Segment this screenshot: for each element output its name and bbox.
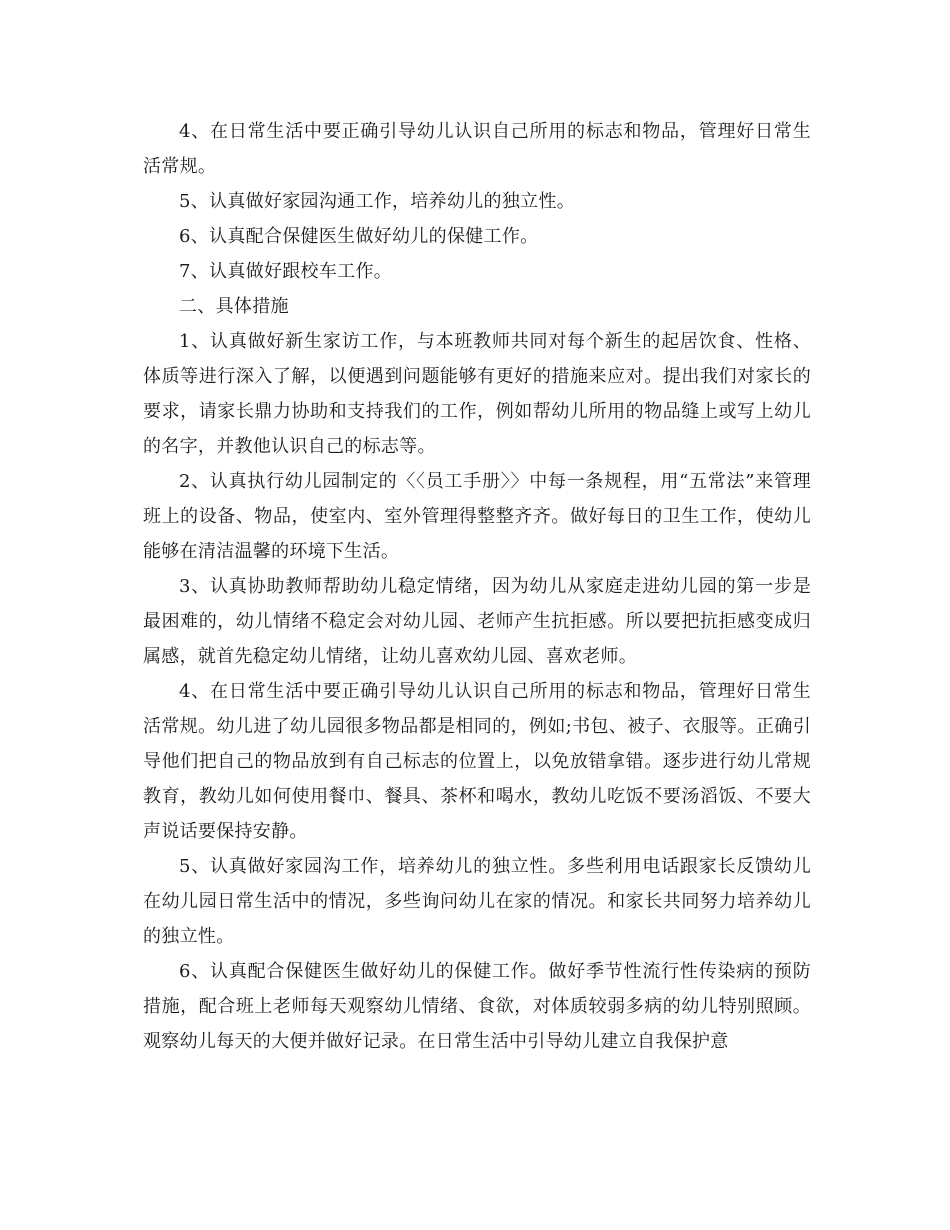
- paragraph-goal-4: 4、在日常生活中要正确引导幼儿认识自己所用的标志和物品，管理好日常生活常规。: [143, 121, 811, 177]
- section-heading-measures: 二、具体措施: [179, 296, 289, 317]
- paragraph-goal-6: 6、认真配合保健医生做好幼儿的保健工作。: [179, 226, 539, 247]
- paragraph-measure-6: 6、认真配合保健医生做好幼儿的保健工作。做好季节性流行性传染病的预防措施，配合班上老师每天观察幼儿情绪、食欲，对体质较弱多病的幼儿特别照顾。观察幼儿每天的大便并做好记录。在日常生活中引导幼儿建立自我保护意: [143, 961, 811, 1052]
- paragraph-measure-3: 3、认真协助教师帮助幼儿稳定情绪，因为幼儿从家庭走进幼儿园的第一步是最困难的，幼儿情绪不稳定会对幼儿园、老师产生抗拒感。所以要把抗拒感变成归属感，就首先稳定幼儿情绪，让幼儿喜欢幼儿园、喜欢老师。: [143, 576, 811, 667]
- paragraph-measure-4: 4、在日常生活中要正确引导幼儿认识自己所用的标志和物品，管理好日常生活常规。幼儿进了幼儿园很多物品都是相同的，例如;书包、被子、衣服等。正确引导他们把自己的物品放到有自己标志的位置上，以免放错拿错。逐步进行幼儿常规教育，教幼儿如何使用餐巾、餐具、茶杯和喝水，教幼儿吃饭不要汤滔饭、不要大声说话要保持安静。: [143, 681, 811, 842]
- document-body: [143, 114, 811, 1059]
- paragraph-goal-7: 7、认真做好跟校车工作。: [179, 261, 393, 282]
- paragraph-measure-5: 5、认真做好家园沟工作，培养幼儿的独立性。多些利用电话跟家长反馈幼儿在幼儿园日常生活中的情况，多些询问幼儿在家的情况。和家长共同努力培养幼儿的独立性。: [143, 856, 811, 947]
- paragraph-measure-1: 1、认真做好新生家访工作，与本班教师共同对每个新生的起居饮食、性格、体质等进行深入了解，以便遇到问题能够有更好的措施来应对。提出我们对家长的要求，请家长鼎力协助和支持我们的工作，例如帮幼儿所用的物品缝上或写上幼儿的名字，并教他认识自己的标志等。: [143, 331, 811, 457]
- paragraph-goal-5: 5、认真做好家园沟通工作，培养幼儿的独立性。: [179, 191, 576, 212]
- paragraph-measure-2: 2、认真执行幼儿园制定的〈〈员工手册〉〉中每一条规程，用“五常法”来管理班上的设备、物品，使室内、室外管理得整整齐齐。做好每日的卫生工作，使幼儿能够在清洁温馨的环境下生活。: [143, 471, 811, 562]
